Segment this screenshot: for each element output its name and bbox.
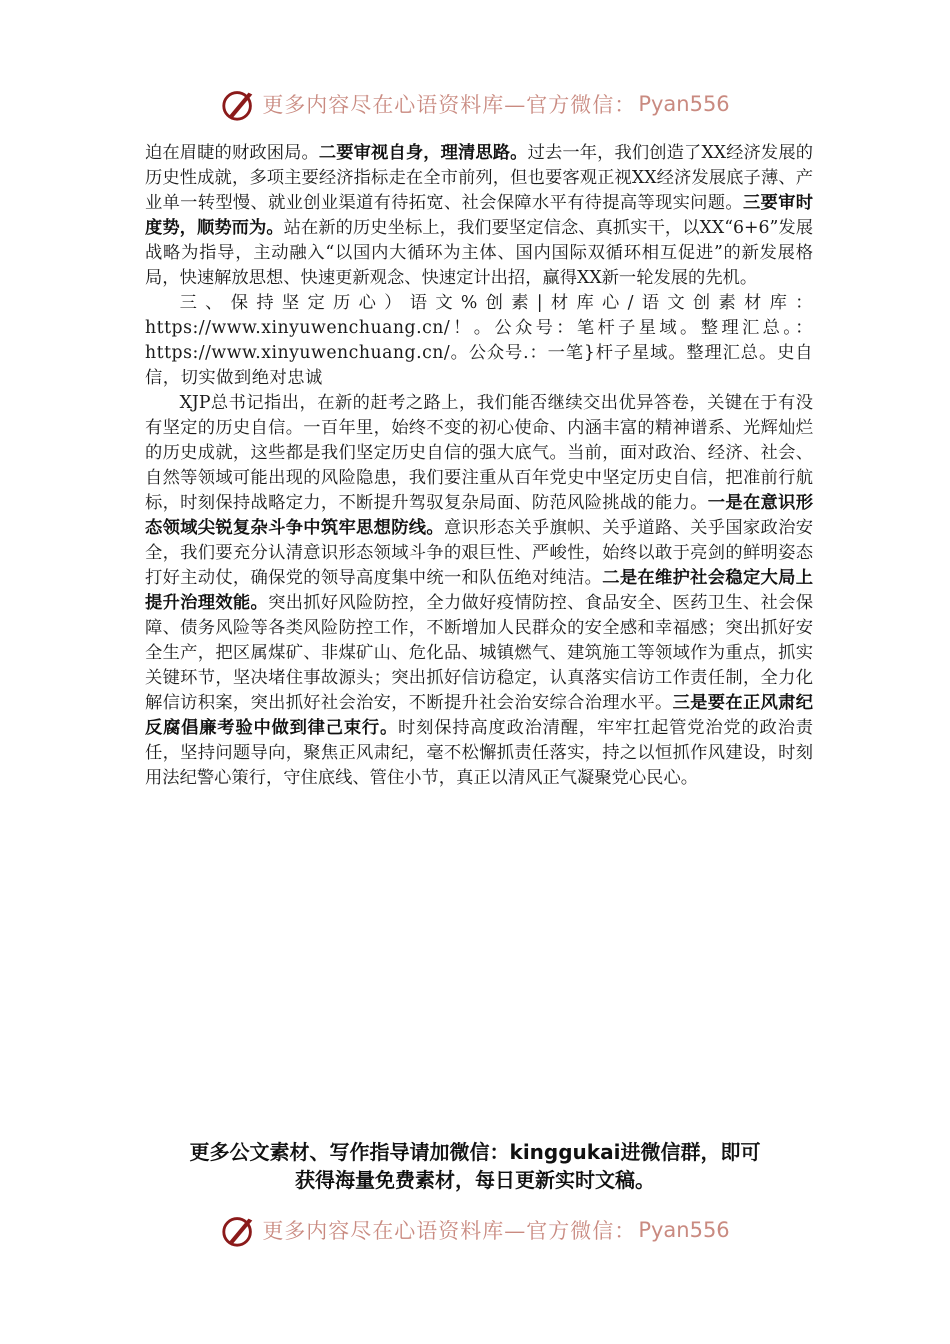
pen-logo-icon <box>220 1211 258 1249</box>
bold-run: 一是在意识形态领域尖锐复杂斗争中筑牢思想防线。 <box>145 493 813 538</box>
paragraph-1 <box>145 141 813 291</box>
banner-handle: Pyan556 <box>638 1218 730 1242</box>
pen-logo-icon <box>220 85 258 123</box>
text-run: 意识形态关乎旗帜、关乎道路、关乎国家政治安全，我们要充分认清意识形态领域斗争的艰巨性、严峻性，始终以敢于亮剑的鲜明姿态打好主动仗，确保党的领导高度集中统一和队伍绝对纯洁。 <box>145 518 813 588</box>
bold-run: 三是要在正风肃纪反腐倡廉考验中做到律己束行。 <box>145 693 813 738</box>
section-heading: 三、保持坚定历心）语文%创素|材库心/语文创素材库：https://www.xinyuwenchuang.cn/！。公众号：笔杆子星域。整理汇总。：https://www.xinyuwenchuang.cn/。公众号.：一笔}杆子星域。整理汇总。史自信，切实做到绝对忠诚 <box>145 293 813 388</box>
bottom-watermark-banner <box>0 1210 950 1250</box>
text-run: 迫在眉睫的财政困局。 <box>145 143 319 163</box>
footer-note <box>100 1138 850 1194</box>
bold-run: 三要审时度势，顺势而为。 <box>145 193 813 238</box>
bold-run: 二是在维护社会稳定大局上提升治理效能。 <box>145 568 813 613</box>
banner-text: 更多内容尽在心语资料库—官方微信： <box>262 93 637 117</box>
footer-line-2: 获得海量免费素材，每日更新实时文稿。 <box>295 1168 655 1192</box>
top-watermark-banner <box>0 84 950 124</box>
text-run: 突出抓好风险防控，全力做好疫情防控、食品安全、医药卫生、社会保障、债务风险等各类风险防控工作，不断增加人民群众的安全感和幸福感；突出抓好安全生产，把区属煤矿、非煤矿山、危化品、城镇燃气、建筑施工等领域作为重点，抓实关键环节，坚决堵住事故源头；突出抓好信访稳定，认真落实信访工作责任制，全力化解信访积案，突出抓好社会治安，不断提升社会治安综合治理水平。 <box>145 593 813 713</box>
banner-text: 更多内容尽在心语资料库—官方微信： <box>262 1219 637 1243</box>
footer-line-1: 更多公文素材、写作指导请加微信：kinggukai进微信群，即可 <box>189 1140 761 1164</box>
text-run: 站在新的历史坐标上，我们要坚定信念、真抓实干，以XX“6+6”发展战略为指导，主动融入“以国内大循环为主体、国内国际双循环相互促进”的新发展格局，快速解放思想、快速更新观念、快速定计出招，赢得XX新一轮发展的先机。 <box>145 218 813 288</box>
paragraph-2 <box>145 391 813 791</box>
text-run: XJP总书记指出，在新的赶考之路上，我们能否继续交出优异答卷，关键在于有没有坚定的历史自信。一百年里，始终不变的初心使命、内涵丰富的精神谱系、光辉灿烂的历史成就，这些都是我们坚定历史自信的强大底气。当前，面对政治、经济、社会、自然等领域可能出现的风险隐患，我们要注重从百年党史中坚定历史自信，把准前行航标，时刻保持战略定力，不断提升驾驭复杂局面、防范风险挑战的能力。 <box>145 393 813 513</box>
banner-handle: Pyan556 <box>638 92 730 116</box>
text-run: 过去一年，我们创造了XX经济发展的历史性成就，多项主要经济指标走在全市前列，但也要客观正视XX经济发展底子薄、产业单一转型慢、就业创业渠道有待拓宽、社会保障水平有待提高等现实问题。 <box>145 143 813 213</box>
document-body <box>145 141 813 791</box>
bold-run: 二要审视自身，理清思路。 <box>318 143 528 163</box>
text-run: 时刻保持高度政治清醒，牢牢扛起管党治党的政治责任，坚持问题导向，聚焦正风肃纪，毫不松懈抓责任落实，持之以恒抓作风建设，时刻用法纪警心策行，守住底线、管住小节，真正以清风正气凝聚党心民心。 <box>145 718 813 788</box>
